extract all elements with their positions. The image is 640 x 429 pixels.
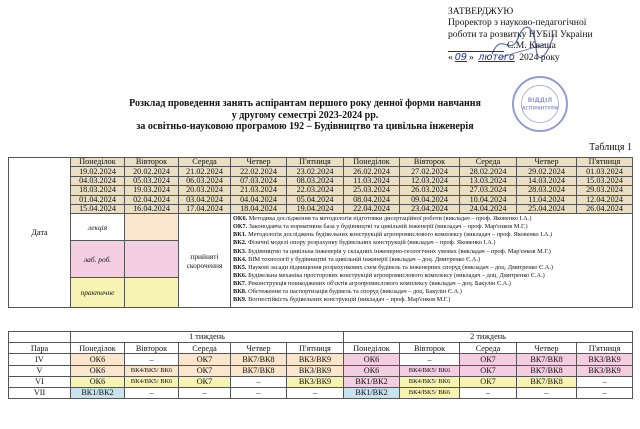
date-cell: 05.04.2024 xyxy=(287,195,344,204)
date-month: лютого xyxy=(478,51,515,63)
class-cell: ВК3/ВК9 xyxy=(287,376,344,387)
class-cell: ВК4/ВК5/ ВК6 xyxy=(400,387,460,398)
document-title xyxy=(70,98,540,133)
approval-title: ЗАТВЕРДЖУЮ xyxy=(448,6,514,17)
course-entry: ОК6. Методика дослідження та методологія підготовки дисертаційної роботи (викладач – проф. Яковенко І.А.) xyxy=(233,215,532,223)
date-cell: 13.03.2024 xyxy=(460,176,517,185)
date-cell: 11.03.2024 xyxy=(344,176,400,185)
day-header: П'ятниця xyxy=(287,158,344,167)
date-cell: 19.03.2024 xyxy=(125,186,179,195)
course-legend xyxy=(231,214,633,308)
date-cell: 21.03.2024 xyxy=(231,186,287,195)
pair-row-vi xyxy=(9,376,633,387)
date-cell: 04.03.2024 xyxy=(71,176,125,185)
class-cell: ОК6 xyxy=(71,354,125,365)
pair-number: VI xyxy=(9,376,71,387)
class-cell: ОК7 xyxy=(460,354,517,365)
date-cell: 20.03.2024 xyxy=(179,186,231,195)
pair-label: Пара xyxy=(9,343,71,354)
day-header: Четвер xyxy=(517,343,577,354)
class-cell: ВК4/ВК5/ ВК6 xyxy=(400,376,460,387)
date-cell: 05.03.2024 xyxy=(125,176,179,185)
class-cell: ОК7 xyxy=(179,376,231,387)
pair-row-vii xyxy=(9,387,633,398)
legend-swatch-practice xyxy=(125,278,179,308)
day-header: П'ятниця xyxy=(577,343,633,354)
class-cell: – xyxy=(179,387,231,398)
table-number: Таблиця 1 xyxy=(589,142,632,153)
day-header: П'ятниця xyxy=(577,158,633,167)
date-cell: 26.04.2024 xyxy=(577,204,633,213)
day-header: Понеділок xyxy=(344,343,400,354)
class-cell: ОК6 xyxy=(71,376,125,387)
day-header: Середа xyxy=(460,343,517,354)
course-entry: ВК5. Наукові засади підвищення розрахункових схем будівель та інженерних споруд (викладач – доц. Дмитренко Є.А.) xyxy=(233,263,553,271)
date-cell: 19.02.2024 xyxy=(71,167,125,176)
class-cell: ВК1/ВК2 xyxy=(71,387,125,398)
course-entry: ВК4. BIM технології у будівництві та цивільній інженерії (викладач – доц. Дмитренко Є.А.) xyxy=(233,255,481,263)
date-cell: 08.03.2024 xyxy=(287,176,344,185)
pair-number: V xyxy=(9,365,71,376)
weekly-table xyxy=(8,331,633,399)
dates-row xyxy=(9,195,633,204)
day-header: Вівторок xyxy=(400,158,460,167)
class-cell: ОК7 xyxy=(179,354,231,365)
date-cell: 25.03.2024 xyxy=(344,186,400,195)
dates-row xyxy=(9,204,633,213)
day-header: Вівторок xyxy=(125,158,179,167)
course-entry: ВК7. Реконструкція пошкоджених об'єктів агропромислового комплексу (викладач – доц. Бакулін Є.А.) xyxy=(233,279,511,287)
date-cell: 10.04.2024 xyxy=(460,195,517,204)
class-cell: ОК6 xyxy=(71,365,125,376)
date-cell: 04.04.2024 xyxy=(231,195,287,204)
pair-row-iv xyxy=(9,354,633,365)
class-cell: ОК6 xyxy=(344,365,400,376)
class-cell: ВК3/ВК9 xyxy=(287,365,344,376)
week-1-label: 1 тиждень xyxy=(71,332,344,343)
class-cell: ВК7/ВК8 xyxy=(231,365,287,376)
date-cell: 29.02.2024 xyxy=(517,167,577,176)
class-cell: – xyxy=(577,387,633,398)
class-cell: ВК1/ВК2 xyxy=(344,376,400,387)
approver-name: С.М. Кваша xyxy=(507,40,556,52)
class-cell: ОК7 xyxy=(460,365,517,376)
date-cell: 08.04.2024 xyxy=(344,195,400,204)
dates-row xyxy=(9,176,633,185)
date-cell: 18.04.2024 xyxy=(231,204,287,213)
date-cell: 26.02.2024 xyxy=(344,167,400,176)
date-cell: 02.04.2024 xyxy=(125,195,179,204)
date-label-cell: Дата xyxy=(9,158,71,308)
date-cell: 12.03.2024 xyxy=(400,176,460,185)
course-entry: ВК9. Вогнестійкість будівельних конструкцій (викладач – проф. Мар'єнков М.Г.) xyxy=(233,295,451,303)
date-cell: 21.02.2024 xyxy=(179,167,231,176)
class-cell: ОК6 xyxy=(344,354,400,365)
date-cell: 25.04.2024 xyxy=(517,204,577,213)
legend-type-label: лекція xyxy=(71,214,125,241)
svg-text:ВІДДІЛ: ВІДДІЛ xyxy=(527,97,553,105)
svg-text:АСПІРАНТУРИ: АСПІРАНТУРИ xyxy=(522,106,558,112)
class-cell: – xyxy=(231,376,287,387)
date-cell: 28.02.2024 xyxy=(460,167,517,176)
class-cell: ВК4/ВК5/ ВК6 xyxy=(400,365,460,376)
legend-swatch-lecture xyxy=(125,214,179,241)
week-header-row xyxy=(9,332,633,343)
course-entry: ОК7. Законодавча та нормативна база у будівництві та цивільній інженерії (викладач – проф. Мар'єнков М.Г.) xyxy=(233,223,528,231)
class-cell: – xyxy=(517,387,577,398)
signature-scribble xyxy=(488,24,558,64)
abbreviations-label: прийняті скорочення xyxy=(179,214,231,308)
class-cell: – xyxy=(287,387,344,398)
approval-line-2: роботи та розвитку НУБіП України xyxy=(448,28,593,40)
date-day: 09 xyxy=(454,51,468,63)
date-cell: 17.04.2024 xyxy=(179,204,231,213)
day-header: Понеділок xyxy=(71,343,125,354)
day-header: Вівторок xyxy=(125,343,179,354)
day-header: Середа xyxy=(179,158,231,167)
class-cell: ВК7/ВК8 xyxy=(517,354,577,365)
class-cell: ВК4/ВК5/ ВК6 xyxy=(125,376,179,387)
date-cell: 06.03.2024 xyxy=(179,176,231,185)
day-header: Четвер xyxy=(231,158,287,167)
class-cell: – xyxy=(400,354,460,365)
date-cell: 28.03.2024 xyxy=(517,186,577,195)
date-cell: 01.04.2024 xyxy=(71,195,125,204)
pair-row-v xyxy=(9,365,633,376)
day-header: Понеділок xyxy=(71,158,125,167)
course-entry: ВК1. Методологія досліджень будівельних конструкцій агропромислового комплексу (викладач – проф. Яковенко І.А.) xyxy=(233,231,553,239)
class-cell: ОК7 xyxy=(460,376,517,387)
legend-swatch-lab xyxy=(125,241,179,278)
class-cell: ВК4/ВК5/ ВК6 xyxy=(125,365,179,376)
approval-line-1: Проректор з науково-педагогічної xyxy=(448,17,587,29)
date-cell: 20.02.2024 xyxy=(125,167,179,176)
week-2-label: 2 тиждень xyxy=(344,332,633,343)
date-cell: 12.04.2024 xyxy=(577,195,633,204)
date-cell: 23.04.2024 xyxy=(400,204,460,213)
date-cell: 11.04.2024 xyxy=(517,195,577,204)
date-cell: 26.03.2024 xyxy=(400,186,460,195)
class-cell: ВК3/ВК9 xyxy=(287,354,344,365)
class-cell: – xyxy=(460,387,517,398)
class-cell: – xyxy=(231,387,287,398)
class-cell: ВК7/ВК8 xyxy=(517,365,577,376)
day-header: Понеділок xyxy=(344,158,400,167)
class-cell: – xyxy=(125,387,179,398)
day-header: П'ятниця xyxy=(287,343,344,354)
day-header: Середа xyxy=(460,158,517,167)
legend-type-label: практичне xyxy=(71,278,125,308)
course-entry: ВК6. Будівельна механіка просторових конструкцій агропромислового комплексу (викладач – доц. Дмитренко Є.А.) xyxy=(233,271,545,279)
date-open-quote: « xyxy=(448,51,453,63)
pair-number: IV xyxy=(9,354,71,365)
date-cell: 23.02.2024 xyxy=(287,167,344,176)
date-cell: 03.04.2024 xyxy=(179,195,231,204)
date-cell: 16.04.2024 xyxy=(125,204,179,213)
day-header: Четвер xyxy=(517,158,577,167)
dates-row xyxy=(9,186,633,195)
date-cell: 24.04.2024 xyxy=(460,204,517,213)
course-entry: ВК3. Будівництво та цивільна інженерія у складних інженерно-геологічних умовах (викладач – проф. Мар'єнков М.Г.) xyxy=(233,247,551,255)
date-cell: 22.02.2024 xyxy=(231,167,287,176)
class-cell: ВК3/ВК9 xyxy=(577,365,633,376)
date-cell: 22.03.2024 xyxy=(287,186,344,195)
title-line-1: Розклад проведення занять аспірантам першого року денної форми навчання xyxy=(129,98,481,109)
course-entry: ВК8. Обстеження та паспортизація будівель та споруд (викладач – доц. Бакулін Є.А.) xyxy=(233,287,462,295)
day-header: Вівторок xyxy=(400,343,460,354)
day-header: Четвер xyxy=(231,343,287,354)
blank-cell xyxy=(9,332,71,343)
date-cell: 01.03.2024 xyxy=(577,167,633,176)
date-close-quote: » xyxy=(469,51,474,63)
class-cell: ВК7/ВК8 xyxy=(517,376,577,387)
course-entry: ВК2. Фізичні моделі опору розрахунку будівельних конструкцій (викладач – проф. Яковенко І.А.) xyxy=(233,239,496,247)
class-cell: ОК7 xyxy=(179,365,231,376)
date-cell: 14.03.2024 xyxy=(517,176,577,185)
date-cell: 09.04.2024 xyxy=(400,195,460,204)
date-cell: 29.03.2024 xyxy=(577,186,633,195)
date-cell: 15.04.2024 xyxy=(71,204,125,213)
title-line-2: у другому семестрі 2023-2024 рр. xyxy=(231,109,379,121)
date-cell: 15.03.2024 xyxy=(577,176,633,185)
legend-row-lecture xyxy=(9,214,633,241)
date-cell: 07.03.2024 xyxy=(231,176,287,185)
date-cell: 27.03.2024 xyxy=(460,186,517,195)
weekly-days-row xyxy=(9,343,633,354)
legend-type-label: лаб. роб. xyxy=(71,241,125,278)
date-cell: 19.04.2024 xyxy=(287,204,344,213)
dates-table xyxy=(8,157,633,308)
class-cell: ВК7/ВК8 xyxy=(231,354,287,365)
pair-number: VII xyxy=(9,387,71,398)
class-cell: ВК3/ВК9 xyxy=(577,354,633,365)
day-header: Середа xyxy=(179,343,231,354)
days-header-row xyxy=(9,158,633,167)
date-cell: 18.03.2024 xyxy=(71,186,125,195)
dates-row xyxy=(9,167,633,176)
class-cell: ВК1/ВК2 xyxy=(344,387,400,398)
date-cell: 22.04.2024 xyxy=(344,204,400,213)
date-cell: 27.02.2024 xyxy=(400,167,460,176)
title-line-3: за освітньо-науковою програмою 192 – Будівництво та цивільна інженерія xyxy=(136,121,474,133)
class-cell: – xyxy=(125,354,179,365)
date-year: 2024 року xyxy=(519,51,560,63)
class-cell: – xyxy=(577,376,633,387)
